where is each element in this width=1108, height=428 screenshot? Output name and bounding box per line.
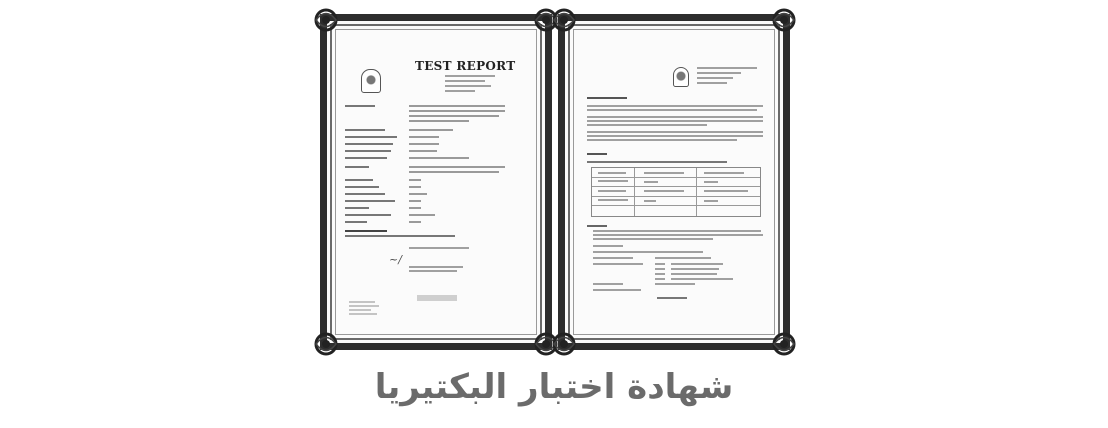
ornament-corner-icon [551,7,577,33]
ornament-corner-icon [771,331,797,357]
signature: ~/ [389,253,402,266]
ornament-corner-icon [771,7,797,33]
test-report-certificate-page-1 [320,14,552,350]
certificate-caption: شهادة اختبار البكتيريا [374,367,734,407]
certification-logo-icon [361,69,381,93]
ornament-corner-icon [313,331,339,357]
ornament-corner-icon [313,7,339,33]
test-report-heading: TEST REPORT [415,59,516,73]
results-heading [587,153,607,155]
ornament-corner-icon [551,331,577,357]
signature-caption [409,247,469,249]
certification-logo-icon [673,67,689,87]
results-table [591,167,761,217]
test-report-certificate-page-2 [558,14,790,350]
